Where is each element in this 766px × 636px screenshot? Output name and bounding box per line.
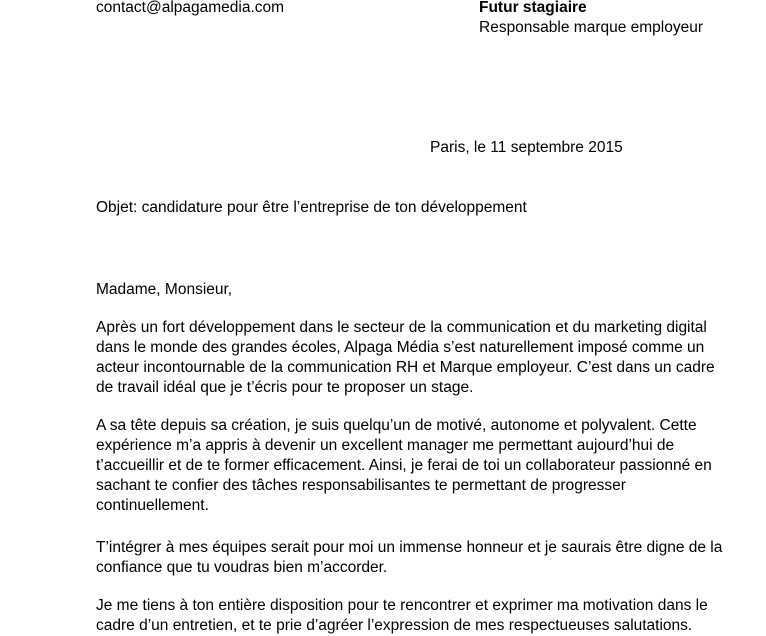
body-paragraph-4 bbox=[96, 596, 708, 636]
recipient-name: Futur stagiaire bbox=[479, 0, 587, 16]
paragraph-line: expérience m’a appris à devenir un excellent manager me permettant aujourd’hui de bbox=[96, 437, 675, 454]
body-paragraph-3 bbox=[96, 538, 723, 578]
paragraph-line: cadre d’un entretien, et te prie d’agréer l’expression de mes respectueuses salutations. bbox=[96, 617, 693, 634]
date-line: Paris, le 11 septembre 2015 bbox=[430, 139, 623, 156]
subject-line: Objet: candidature pour être l’entreprise de ton développement bbox=[96, 199, 527, 216]
paragraph-line: Je me tiens à ton entière disposition pour te rencontrer et exprimer ma motivation dans le bbox=[96, 597, 708, 614]
recipient-title: Responsable marque employeur bbox=[479, 19, 704, 36]
paragraph-line: dans le monde des grandes écoles, Alpaga Média s’est naturellement imposé comme un bbox=[96, 339, 705, 356]
sender-email: contact@alpagamedia.com bbox=[96, 0, 285, 16]
paragraph-line: acteur incontournable de la communication RH et Marque employeur. C’est dans un cadre bbox=[96, 359, 715, 376]
paragraph-line: A sa tête depuis sa création, je suis quelqu’un de motivé, autonome et polyvalent. Cette bbox=[96, 417, 697, 434]
paragraph-line: t’accueillir et de te former efficacement. Ainsi, je ferai de toi un collaborateur passionné en bbox=[96, 457, 712, 474]
paragraph-line: T’intégrer à mes équipes serait pour moi un immense honneur et je saurais être digne de la bbox=[96, 539, 723, 556]
paragraph-line: de travail idéal que je t’écris pour te proposer un stage. bbox=[96, 379, 474, 396]
salutation: Madame, Monsieur, bbox=[96, 281, 233, 298]
paragraph-line: sachant te confier des tâches responsabilisantes te permettant de progresser bbox=[96, 477, 626, 494]
paragraph-line: confiance que tu voudras bien m’accorder. bbox=[96, 559, 388, 576]
body-paragraph-1 bbox=[96, 318, 715, 398]
body-paragraph-2 bbox=[96, 416, 712, 516]
paragraph-line: Après un fort développement dans le secteur de la communication et du marketing digital bbox=[96, 319, 707, 336]
paragraph-line: continuellement. bbox=[96, 497, 209, 514]
